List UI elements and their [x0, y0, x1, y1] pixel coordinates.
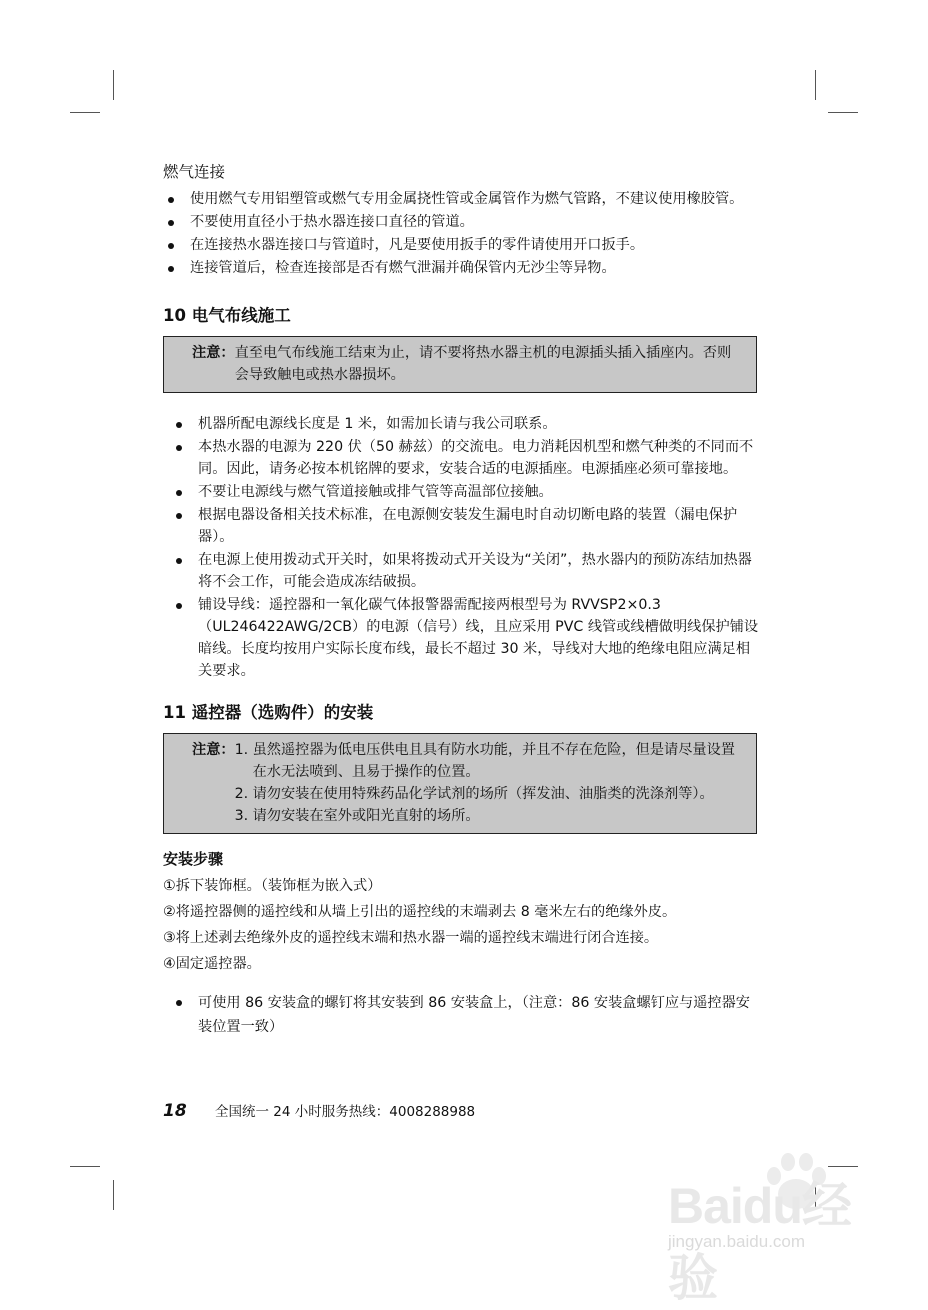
caution-label: 注意： [192, 742, 235, 758]
page-number: 18 [163, 1101, 187, 1121]
install-step: ②将遥控器侧的遥控线和从墙上引出的遥控线的末端剥去 8 毫米左右的绝缘外皮。 [163, 904, 677, 920]
crop-mark [113, 1180, 114, 1210]
watermark-brand: Baidu经验 [668, 1178, 851, 1306]
caution-item: 2. 请勿安装在使用特殊药品化学试剂的场所（挥发油、油脂类的洗涤剂等）。 [234, 786, 714, 802]
crop-mark [70, 1166, 100, 1167]
section-11-heading: 11 遥控器（选购件）的安装 [163, 703, 374, 722]
list-item: 在连接热水器连接口与管道时，凡是要使用扳手的零件请使用开口扳手。 [190, 234, 763, 256]
caution-item: 3. 请勿安装在室外或阳光直射的场所。 [234, 808, 480, 824]
list-item: 使用燃气专用铝塑管或燃气专用金属挠性管或金属管作为燃气管路，不建议使用橡胶管。 [190, 188, 763, 210]
caution-text: 直至电气布线施工结束为止，请不要将热水器主机的电源插头插入插座内。否则会导致触电或热水器损坏。 [234, 345, 732, 383]
watermark-url: jingyan.baidu.com [668, 1232, 806, 1251]
list-item: 连接管道后，检查连接部是否有燃气泄漏并确保管内无沙尘等异物。 [190, 257, 763, 279]
section-10-heading: 10 电气布线施工 [163, 306, 291, 325]
crop-mark [828, 112, 858, 113]
install-step: ③将上述剥去绝缘外皮的遥控线末端和热水器一端的遥控线末端进行闭合连接。 [163, 930, 659, 946]
gas-connection-title: 燃气连接 [163, 163, 226, 181]
crop-mark [70, 112, 100, 113]
list-item: 本热水器的电源为 220 伏（50 赫兹）的交流电。电力消耗因机型和燃气种类的不同而不同。因此，请务必按本机铭牌的要求，安装合适的电源插座。电源插座必须可靠接地。 [198, 436, 763, 480]
section-11-list [198, 991, 763, 1039]
section-10-list [198, 413, 763, 682]
section-10-caution-box [163, 336, 757, 393]
crop-mark [815, 70, 816, 100]
section-11-caution-box [163, 733, 757, 834]
caution-label: 注意： [192, 345, 235, 361]
crop-mark [113, 70, 114, 100]
page-footer [163, 1100, 475, 1121]
list-item: 不要让电源线与燃气管道接触或排气管等高温部位接触。 [198, 481, 763, 503]
list-item: 可使用 86 安装盒的螺钉将其安装到 86 安装盒上，（注意：86 安装盒螺钉应与遥控器安装位置一致） [198, 991, 763, 1039]
caution-item: 1. 虽然遥控器为低电压供电且具有防水功能，并且不存在危险，但是请尽量设置在水无法喷到、且易于操作的位置。 [234, 742, 735, 780]
list-item: 铺设导线：遥控器和一氧化碳气体报警器需配接两根型号为 RVVSP2×0.3（UL246422AWG/2CB）的电源（信号）线，且应采用 PVC 线管或线槽做明线保护铺设暗线。长度均按用户实际长度布线，最长不超过 30 米，导线对大地的绝缘电阻应满足相关要求。 [198, 594, 763, 682]
page-content [163, 160, 763, 1040]
gas-connection-list [190, 188, 763, 279]
list-item: 不要使用直径小于热水器连接口直径的管道。 [190, 211, 763, 233]
baidu-watermark [668, 1148, 868, 1306]
install-step: ④固定遥控器。 [163, 956, 261, 972]
list-item: 在电源上使用拨动式开关时，如果将拨动式开关设为“关闭”，热水器内的预防冻结加热器将不会工作，可能会造成冻结破损。 [198, 549, 763, 593]
service-hotline: 全国统一 24 小时服务热线：4008288988 [215, 1104, 476, 1120]
list-item: 机器所配电源线长度是 1 米，如需加长请与我公司联系。 [198, 413, 763, 435]
install-steps-heading: 安装步骤 [163, 850, 224, 868]
list-item: 根据电器设备相关技术标准，在电源侧安装发生漏电时自动切断电路的装置（漏电保护器）。 [198, 504, 763, 548]
install-step: ①拆下装饰框。（装饰框为嵌入式） [163, 878, 382, 894]
